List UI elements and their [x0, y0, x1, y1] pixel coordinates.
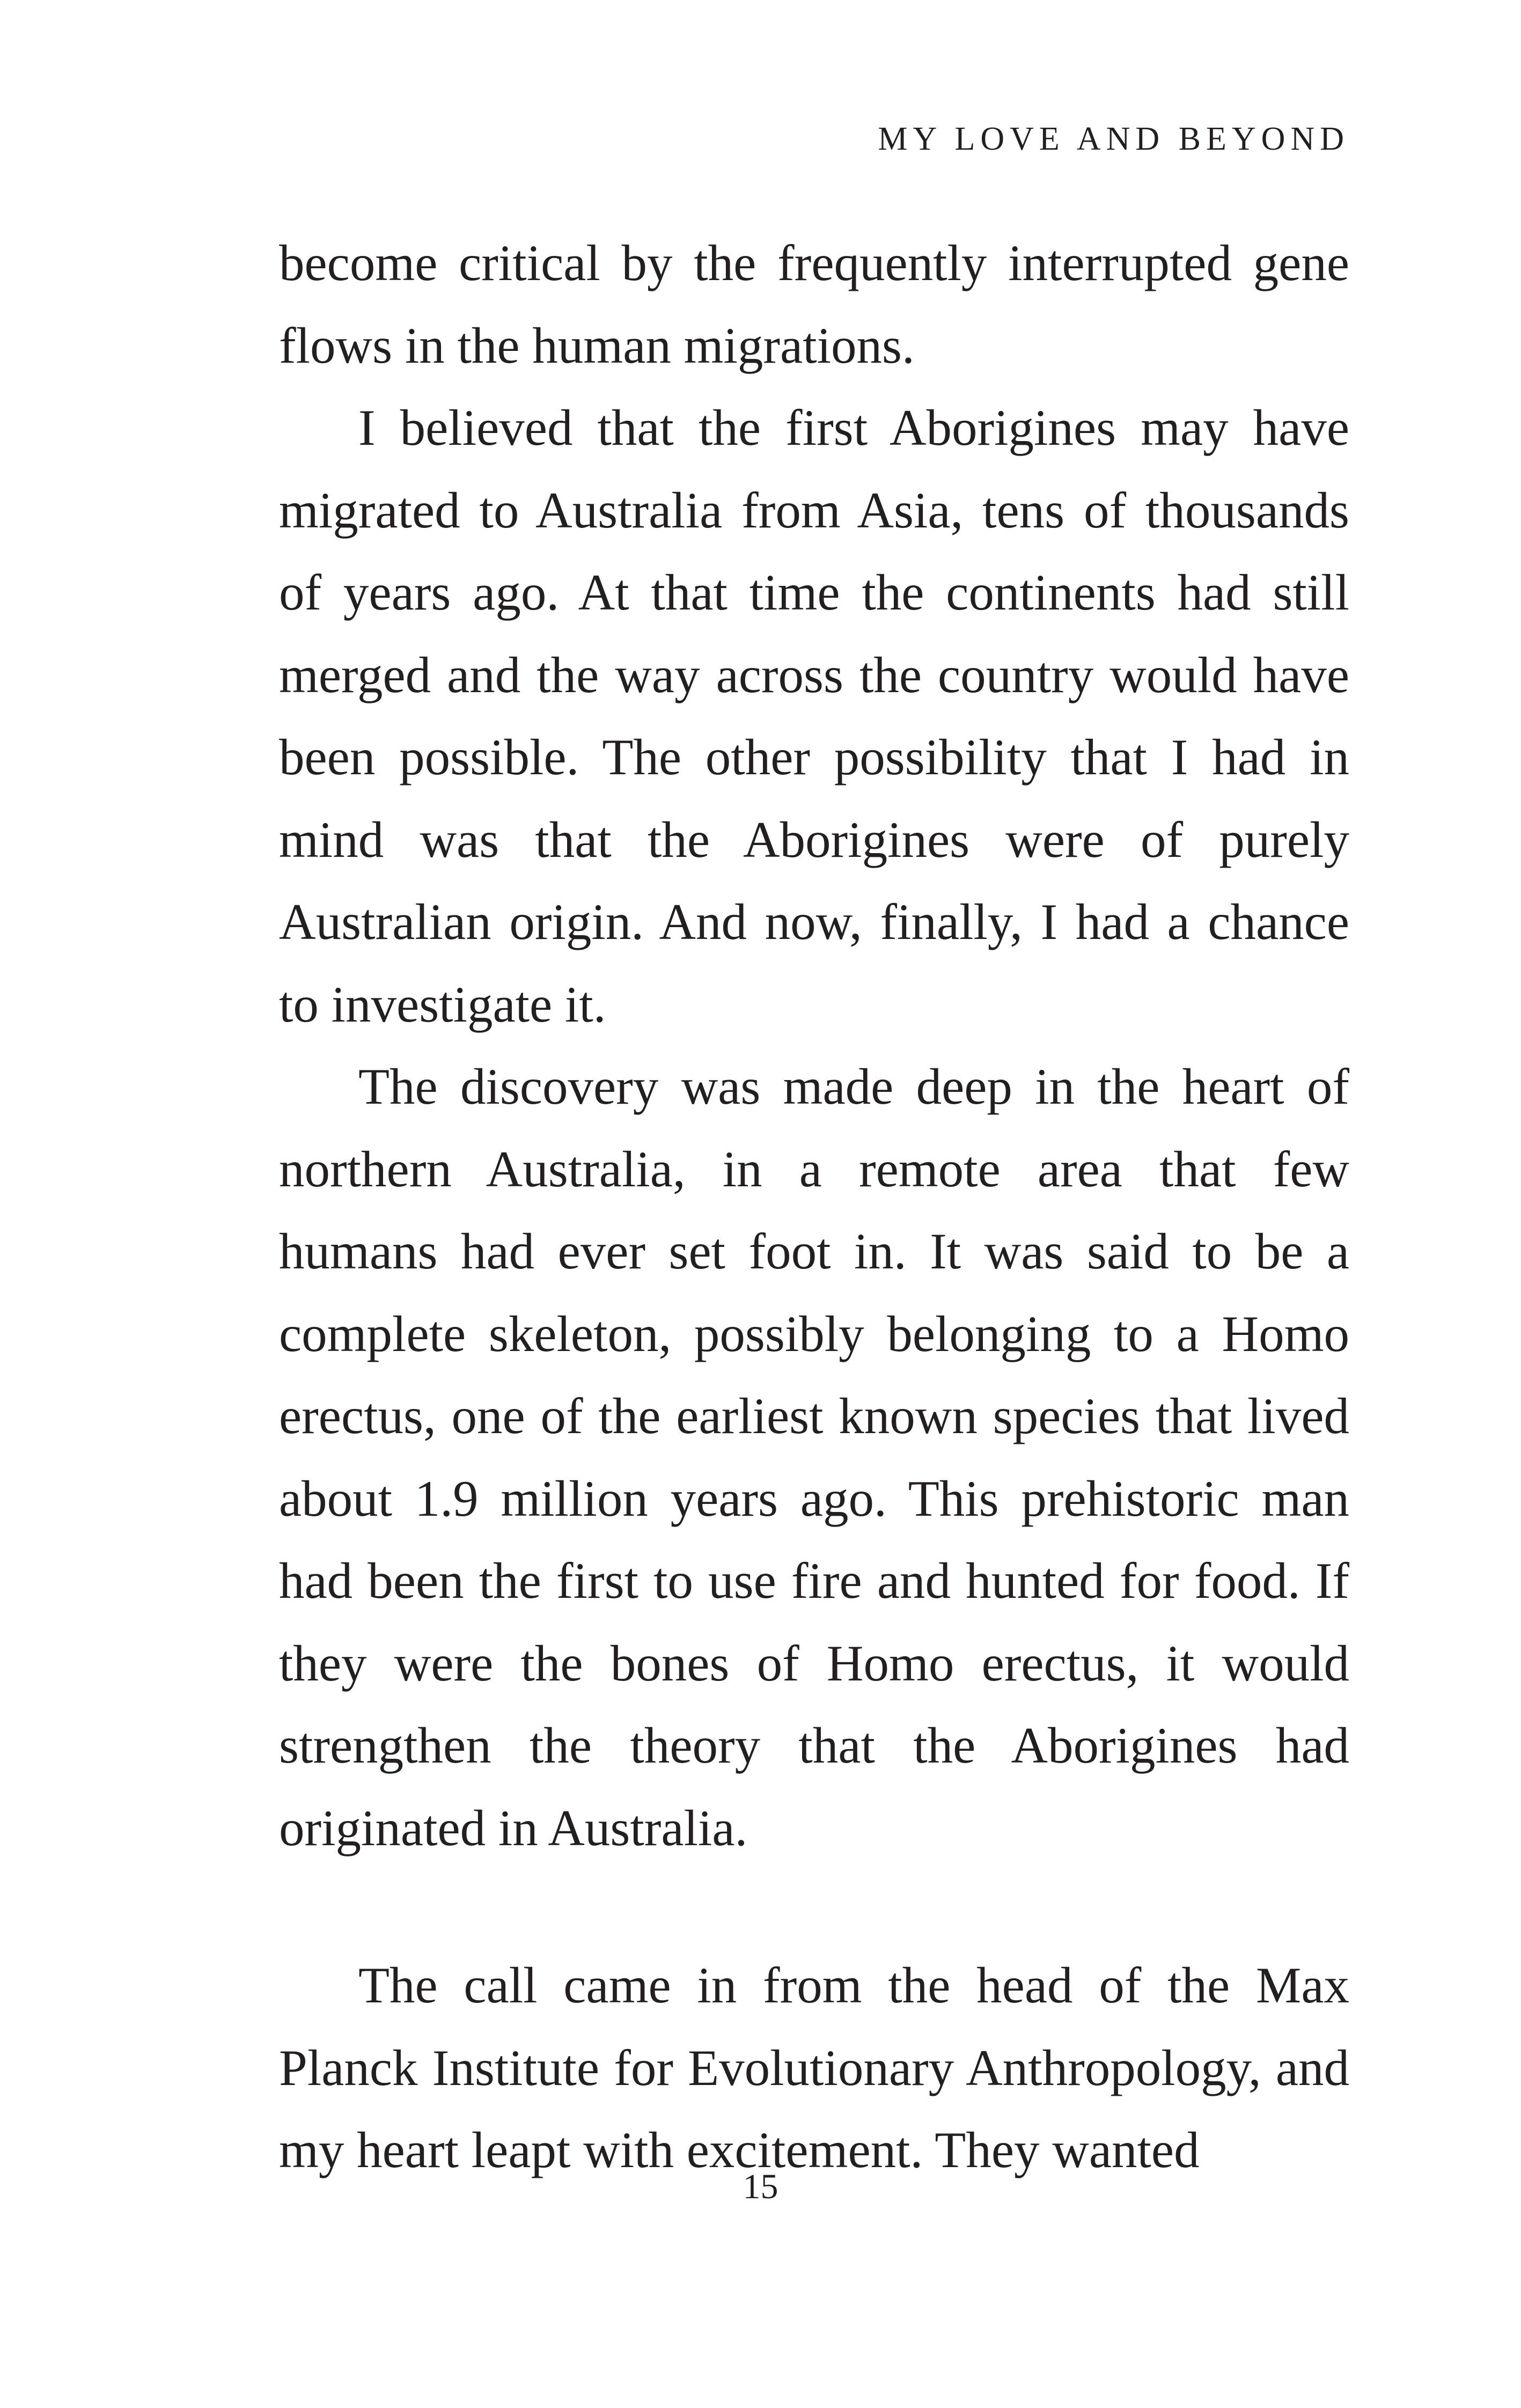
body-text-section-two	[279, 1944, 1349, 2192]
page-number: 15	[743, 2167, 778, 2206]
running-head: MY LOVE AND BEYOND	[878, 121, 1349, 157]
paragraph: become critical by the frequently interrupted gene flows in the human migrations.	[279, 234, 1349, 374]
paragraph: The call came in from the head of the Max Planck Institute for Evolutionary Anthropology, and my heart leapt with excitement. They wanted	[279, 1957, 1349, 2178]
paragraph: The discovery was made deep in the heart of northern Australia, in a remote area that few humans had ever set foot in. It was said to be a complete skeleton, possibly belonging to a Homo erectus, one of the earliest known species that lived about 1.9 million years ago. This prehistoric man had been the first to use fire and hunted for food. If they were the bones of Homo erectus, it would strengthen the theory that the Aborigines had originated in Australia.	[279, 1058, 1349, 1856]
paragraph: I believed that the first Aborigines may have migrated to Australia from Asia, tens of thousands of years ago. At that time the continents had still merged and the way across the country would have been possible. The other possibility that I had in mind was that the Aborigines were of purely Australian origin. And now, finally, I had a chance to investigate it.	[279, 399, 1349, 1033]
body-text	[279, 222, 1349, 1869]
